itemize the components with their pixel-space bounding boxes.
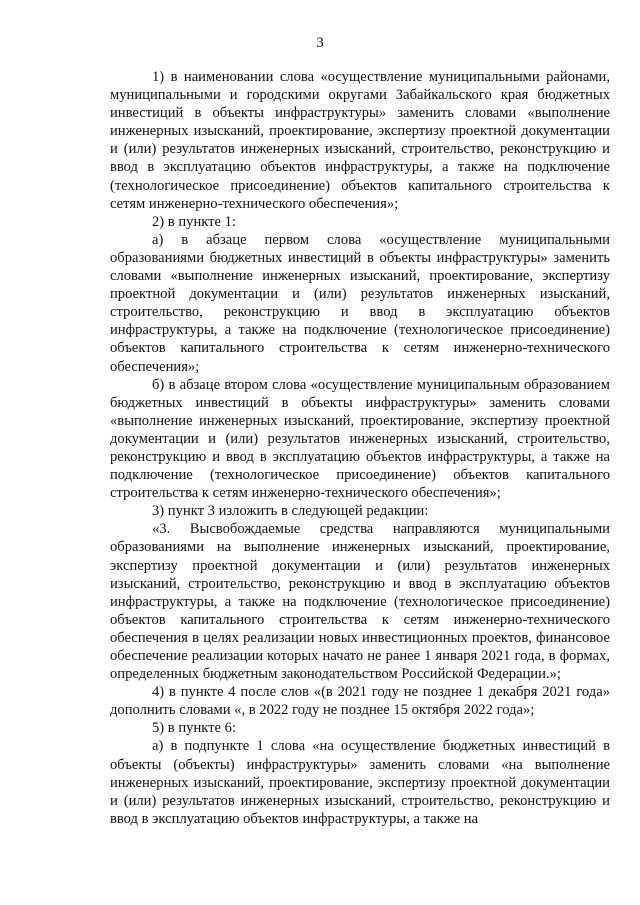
page-number: 3 <box>316 35 324 51</box>
paragraph-item-4: 4) в пункте 4 после слов «(в 2021 году не позднее 1 декабря 2021 года» дополнить словами «, в 2022 году не позднее 15 октября 2022 года»; <box>110 684 610 719</box>
paragraph-item-1-title-amendment: 1) в наименовании слова «осуществление муниципальными районами, муниципальными и городскими округами Забайкальского края бюджетных инвестиций в объекты инфраструктуры» заменить словами «выполнение инженерных изысканий, проектирование, экспертизу проектной документации и (или) результатов инженерных изысканий, строительство, реконструкцию и ввод в эксплуатацию объектов инфраструктуры, а также на подключение (технологическое присоединение) объектов капитального строительства к сетям инженерно-технического обеспечения»; <box>110 69 610 212</box>
paragraph-item-5-heading: 5) в пункте 6: <box>152 720 237 737</box>
paragraph-item-2-heading: 2) в пункте 1: <box>152 213 237 230</box>
paragraph-item-2a: а) в абзаце первом слова «осуществление муниципальными образованиями бюджетных инвестиций в объекты инфраструктуры» заменить словами «выполнение инженерных изысканий, проектирование, экспертизу проектной документации и (или) результатов инженерных изысканий, строительство, реконструкцию и ввод в эксплуатацию объектов инфраструктуры, а также на подключение (технологическое присоединение) объектов капитального строительства к сетям инженерно-технического обеспечения»; <box>110 231 610 375</box>
paragraph-item-2b: б) в абзаце втором слова «осуществление муниципальным образованием бюджетных инвестиций в объекты инфраструктуры» заменить словами «выполнение инженерных изысканий, проектирование, экспертизу проектной документации и (или) результатов инженерных изысканий, строительство, реконструкцию и ввод в эксплуатацию объектов инфраструктуры, а также на подключение (технологическое присоединение) объектов капитального строительства к сетям инженерно-технического обеспечения»; <box>110 376 610 502</box>
document-body <box>110 68 610 828</box>
paragraph-item-3-heading: 3) пункт 3 изложить в следующей редакции: <box>152 503 429 520</box>
paragraph-item-3-new-text: «3. Высвобождаемые средства направляются муниципальными образованиями на выполнение инженерных изысканий, проектирование, экспертизу проектной документации и (или) результатов инженерных изысканий, строительство, реконструкцию и ввод в эксплуатацию объектов инфраструктуры, а также на подключение (технологическое присоединение) объектов капитального строительства к сетям инженерно-технического обеспечения в целях реализации новых инвестиционных проектов, финансовое обеспечение реализации которых начато не ранее 1 января 2021 года, в формах, определенных бюджетным законодательством Российской Федерации.»; <box>110 521 610 683</box>
paragraph-item-5a: а) в подпункте 1 слова «на осуществление бюджетных инвестиций в объекты (объекты) инфраструктуры» заменить словами «на выполнение инженерных изысканий, проектирование, экспертизу проектной документации и (или) результатов инженерных изысканий, строительство, реконструкцию и ввод в эксплуатацию объектов инфраструктуры, а также на <box>110 738 610 827</box>
